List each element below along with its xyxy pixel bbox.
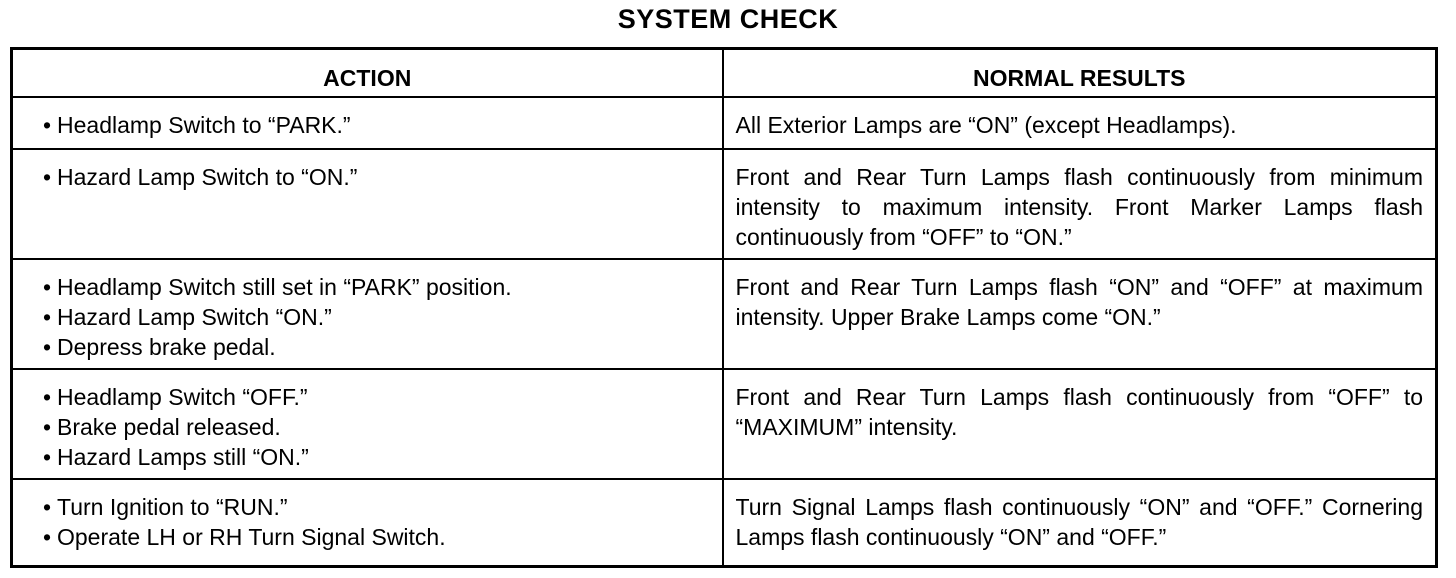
result-cell: Front and Rear Turn Lamps flash continuously from minimum intensity to maximum intensity. Front Marker Lamps flash continuously from “OFF” to “ON.”	[723, 149, 1437, 259]
action-cell	[12, 479, 723, 567]
action-item: • Brake pedal released.	[57, 412, 716, 442]
action-list	[57, 382, 716, 472]
action-item: • Depress brake pedal.	[57, 332, 716, 362]
action-cell	[12, 259, 723, 369]
action-cell	[12, 149, 723, 259]
action-item: • Headlamp Switch to “PARK.”	[57, 110, 716, 140]
action-list	[57, 110, 716, 140]
page-title: SYSTEM CHECK	[617, 4, 839, 34]
column-header-normal-results: NORMAL RESULTS	[723, 49, 1437, 97]
action-cell	[12, 369, 723, 479]
action-item: • Hazard Lamp Switch “ON.”	[57, 302, 716, 332]
table-row	[12, 369, 1437, 479]
result-cell: Front and Rear Turn Lamps flash continuously from “OFF” to “MAXIMUM” intensity.	[723, 369, 1437, 479]
action-list	[57, 272, 716, 362]
action-item: • Headlamp Switch “OFF.”	[57, 382, 716, 412]
action-item: • Hazard Lamp Switch to “ON.”	[57, 162, 716, 192]
result-cell: Turn Signal Lamps flash continuously “ON” and “OFF.” Cornering Lamps flash continuously “ON” and “OFF.”	[723, 479, 1437, 567]
action-item: • Hazard Lamps still “ON.”	[57, 442, 716, 472]
column-header-action: ACTION	[12, 49, 723, 97]
table-row	[12, 149, 1437, 259]
table-row	[12, 97, 1437, 149]
result-cell: All Exterior Lamps are “ON” (except Headlamps).	[723, 97, 1437, 149]
result-cell: Front and Rear Turn Lamps flash “ON” and “OFF” at maximum intensity. Upper Brake Lamps come “ON.”	[723, 259, 1437, 369]
table-row	[12, 259, 1437, 369]
table-header-row	[12, 49, 1437, 97]
table-row	[12, 479, 1437, 567]
action-item: • Headlamp Switch still set in “PARK” position.	[57, 272, 716, 302]
action-item: • Operate LH or RH Turn Signal Switch.	[57, 522, 716, 552]
action-list	[57, 162, 716, 192]
action-item: • Turn Ignition to “RUN.”	[57, 492, 716, 522]
system-check-table	[10, 47, 1438, 568]
action-list	[57, 492, 716, 552]
action-cell	[12, 97, 723, 149]
